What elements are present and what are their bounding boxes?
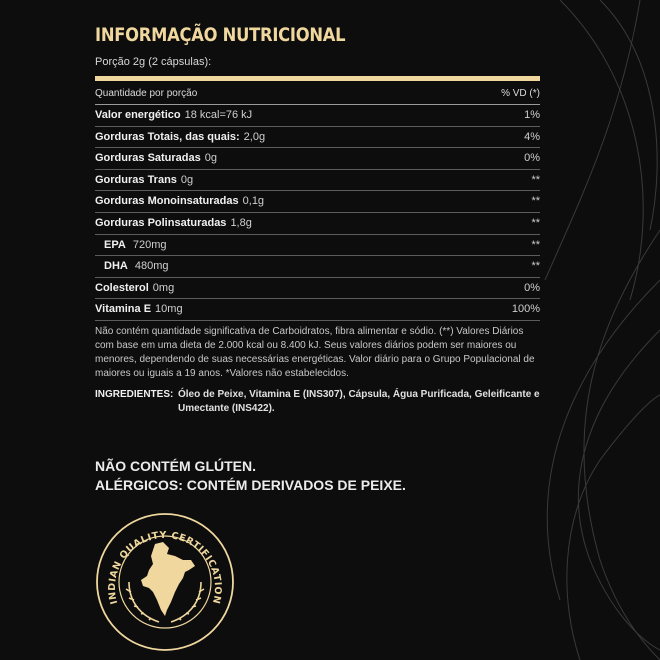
allergen-warning: ALÉRGICOS: CONTÉM DERIVADOS DE PEIXE. [95,477,406,493]
quality-certification-seal [95,512,235,652]
nutrient-value: 0mg [152,281,175,294]
nutrient-vd: ** [531,260,540,273]
table-row [95,299,540,321]
table-row [95,256,540,278]
allergen-warnings [95,457,406,495]
nutrient-value: 480mg [134,260,169,273]
nutrient-name: Valor energético [95,109,181,121]
nutrient-name: Gorduras Trans [95,173,177,186]
table-row [95,127,540,149]
india-map-icon [141,542,195,616]
nutrient-vd: 1% [524,109,540,121]
nutrient-vd: ** [531,195,540,208]
nutrient-vd: ** [531,238,540,251]
nutrient-name: Gorduras Monoinsaturadas [95,195,239,208]
table-row [95,105,540,127]
nutrient-name: Gorduras Totais, das quais: [95,130,240,143]
ingredients-label: INGREDIENTES: [95,389,174,400]
header-vd-label: % VD (*) [501,88,540,99]
nutrient-value: 1,8g [230,216,252,229]
nutrient-vd: 0% [524,281,540,294]
nutrient-name: Gorduras Polinsaturadas [95,216,227,229]
table-row [95,278,540,300]
nutrient-vd: 4% [524,130,540,143]
gluten-warning: NÃO CONTÉM GLÚTEN. [95,458,256,474]
nutrient-value: 0g [204,152,218,165]
nutrient-value: 0,1g [242,195,265,208]
nutrient-name: Gorduras Saturadas [95,152,201,165]
portion-size: Porção 2g (2 cápsulas): [95,56,212,68]
nutrient-value: 10mg [155,303,183,316]
footnotes: Não contém quantidade significativa de Carboidratos, fibra alimentar e sódio. (**) Valores Diários com base em uma dieta de 2.000 kcal ou 8.400 kJ. Seus valores diários podem ser maiores ou menores, dependendo de suas necessárias energéticas. Valor diário para o Grupo Populacional de maiores ou iguais a 19 anos. *Valores não estabelecidos. [95,326,535,379]
table-header [95,88,540,102]
table-row [95,170,540,192]
nutrient-name: Vitamina E [95,303,152,316]
nutrient-name: EPA [104,238,126,251]
title-divider-bar [95,76,540,81]
nutrient-vd: ** [531,216,540,229]
header-quantity-label: Quantidade por porção [95,88,198,99]
nutrient-value: 2,0g [243,130,266,143]
nutrient-value: 0g [180,173,194,186]
nutrient-name: DHA [104,260,128,273]
nutrient-value: 18 kcal=76 kJ [184,109,253,121]
page-title: INFORMAÇÃO NUTRICIONAL [95,24,346,46]
nutrient-vd: 0% [524,152,540,165]
nutrient-name: Colesterol [95,281,149,294]
nutrient-vd: ** [531,173,540,186]
nutrition-table [95,104,540,321]
nutrient-value: 720mg [132,238,167,251]
nutrient-vd: 100% [511,303,540,316]
table-row [95,235,540,257]
table-row [95,191,540,213]
table-row [95,213,540,235]
table-row [95,148,540,170]
ingredients-text: Óleo de Peixe, Vitamina E (INS307), Cápsula, Água Purificada, Geleificante e Umectante (INS422). [178,389,540,414]
seal-text: INDIAN QUALITY CERTIFICATION [106,529,224,606]
